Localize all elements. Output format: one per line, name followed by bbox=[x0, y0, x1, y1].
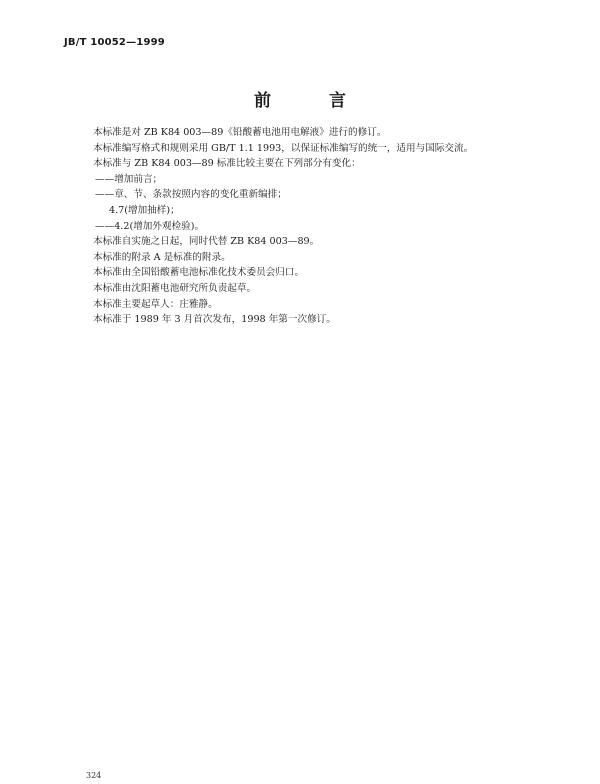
paragraph-drafter: 本标准主要起草人：庄雅静。 bbox=[93, 298, 218, 310]
page-number: 324 bbox=[86, 771, 102, 780]
change-item-reorganize: ——章、节、条款按照内容的变化重新编排； bbox=[95, 189, 287, 201]
change-item-appearance: ——4.2(增加外观检验)。 bbox=[95, 220, 205, 232]
standard-code: JB/T 10052—1999 bbox=[64, 37, 165, 48]
foreword-body bbox=[93, 125, 533, 328]
paragraph-format-rules: 本标准编写格式和规则采用 GB/T 1.1 1993，以保证标准编写的统一，适用与国际交流。 bbox=[93, 142, 474, 154]
paragraph-appendix: 本标准的附录 A 是标准的附录。 bbox=[93, 251, 231, 263]
change-item-foreword: ——增加前言； bbox=[95, 173, 163, 185]
paragraph-replacement: 本标准自实施之日起，同时代替 ZB K84 003—89。 bbox=[93, 236, 320, 248]
page-title: 前 言 bbox=[254, 91, 372, 111]
paragraph-committee: 本标准由全国铅酸蓄电池标准化技术委员会归口。 bbox=[93, 267, 305, 279]
paragraph-drafting-unit: 本标准由沈阳蓄电池研究所负责起草。 bbox=[93, 282, 257, 294]
paragraph-revision-basis: 本标准是对 ZB K84 003—89《铅酸蓄电池用电解液》进行的修订。 bbox=[93, 127, 387, 138]
paragraph-publication-history: 本标准于 1989 年 3 月首次发布，1998 年第一次修订。 bbox=[93, 314, 336, 326]
paragraph-changes-intro: 本标准与 ZB K84 003—89 标准比较主要在下列部分有变化： bbox=[93, 158, 361, 170]
change-item-sampling: 4.7(增加抽样)； bbox=[109, 204, 180, 216]
